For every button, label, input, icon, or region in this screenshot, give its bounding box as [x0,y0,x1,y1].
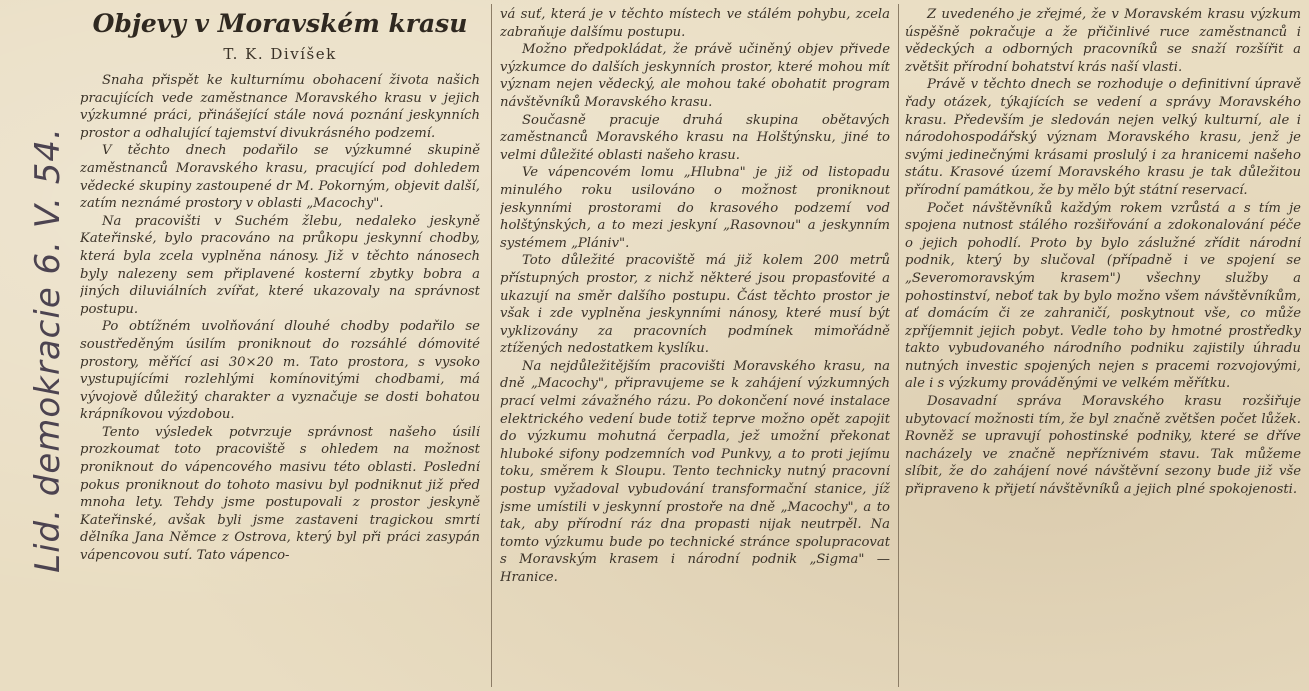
article-title: Objevy v Moravském krasu [92,9,468,38]
column-divider [898,4,899,687]
paragraph: vá suť, která je v těchto místech ve stálém pohybu, zcela zabraňuje dalšímu postupu. [500,7,890,40]
paragraph: Počet návštěvníků každým rokem vzrůstá a s tím je spojena nutnost stálého rozšiřování a zdokonalování péče o jejich pohodlí. Proto by bylo záslužné zřídit národní podnik, který by slučoval (případně i ve spojení se „Severomoravským krasem") všechny služby a pohostinství, neboť tak by bylo možno všem návštěvníkům, ať domácím či ze zahraničí, poskytnout vše, co může zpříjemnit jejich pobyt. Vedle toho by hmotné prostředky takto vybudovaného národního podniku zajistily úhradu nutných investic spojených nejen s pracemi rozvojovými, ale i s výzkumy prováděnými ve velkém měřítku. [905,200,1301,392]
paragraph: Toto důležité pracoviště má již kolem 200 metrů přístupných prostor, z nichž některé jsou propasťovité a ukazují na směr dalšího postupu. Část těchto prostor je však i zde vyplněna jeskynními nánosy, které musí být vyklizovány za pracovních podmínek mimořádně ztížených nedostatkem kyslíku. [500,253,890,357]
article-author: T. K. Divíšek [223,45,337,63]
paragraph: Z uvedeného je zřejmé, že v Moravském krasu výzkum úspěšně pokračuje a že přičinlivé ruce zaměstnanců i vědeckých a odborných pracovníků se snaží rozšířit a zvětšit přírodní bohatství krás naší vlasti. [905,7,1301,75]
paragraph: Snaha přispět ke kulturnímu obohacení života našich pracujících vede zaměstnance Moravského krasu v jejich výzkumné práci, přinášející stále nová poznání jeskynních prostor a odhalující tajemství divukrásného podzemí. [80,73,480,141]
handwritten-margin-note [18,110,78,590]
paragraph: V těchto dnech podařilo se výzkumné skupině zaměstnanců Moravského krasu, pracující pod dohledem vědecké skupiny zastoupené dr M. Pokorným, objevit další, zatím neznámé prostory v oblasti „Macochy". [80,143,480,212]
article-column-3 [905,6,1301,685]
paragraph: Možno předpokládat, že právě učiněný objev přivede výzkumce do dalších jeskynních prostor, které mohou mít význam nejen vědecký, ale mohou také obohatit program návštěvníků Moravského krasu. [500,42,890,110]
article-column-2 [500,6,890,685]
paragraph: Na pracovišti v Suchém žlebu, nedaleko jeskyně Kateřinské, bylo pracováno na průkopu jeskynní chodby, která byla zcela vyplněna nánosy. Již v těchto nánosech byly nalezeny sem připlavené kosterní zbytky bobra a jiných diluviálních zvířat, které ukazovaly na správnost postupu. [80,213,480,317]
margin-note-text: Lid. demokracie 6. V. 54. [28,127,69,573]
paragraph: Na nejdůležitějším pracovišti Moravského krasu, na dně „Macochy", připravujeme se k zahájení výzkumných prací velmi závažného rázu. Po dokončení nové instalace elektrického vedení bude totiž teprve možno opět zapojit do výzkumu mohutná čerpadla, jež umožní překonat hluboké sifony podzemních vod Punkvy, a to proti jejímu toku, směrem k Sloupu. Tento technicky nutný pracovní postup vyžadoval vybudování transformační stanice, jíž jsme umístili v jeskynní prostoře na dně „Macochy", a to tak, aby přírodní ráz dna propasti nijak neutrpěl. Na tomto výzkumu bude po technické stránce spolupracovat s Moravským krasem i národní podnik „Sigma" — Hranice. [500,358,890,585]
paragraph: Ve vápencovém lomu „Hlubna" je již od listopadu minulého roku usilováno o možnost proniknout jeskynními prostorami do krasového podzemí vod holštýnských, a to mezi jeskyní „Rasovnou" a jeskynním systémem „Plániv". [500,165,890,251]
paragraph: Po obtížném uvolňování dlouhé chodby podařilo se soustředěným úsilím proniknout do rozsáhlé dómovité prostory, měřící asi 30×20 m. Tato prostora, s vysoko vystupujícími rozlehlými komínovitými chodbami, má vývojově důležitý charakter a vyznačuje se dosti bohatou krápníkovou výzdobou. [80,319,480,423]
paragraph: Právě v těchto dnech se rozhoduje o definitivní úpravě řady otázek, týkajících se vedení a správy Moravského krasu. Především je sledován nejen velký kulturní, ale i národohospodářský význam Moravského krasu, jenž je svými jedinečnými krásami proslulý i za hranicemi našeho státu. Krasové území Moravského krasu je tak důležitou přírodní památkou, že by mělo být státní reservací. [905,77,1301,198]
paragraph: Tento výsledek potvrzuje správnost našeho úsilí prozkoumat toto pracoviště s ohledem na možnost proniknout do vápencového masivu této oblasti. Poslední pokus proniknout do tohoto masivu byl podniknut již před mnoha lety. Tehdy jsme postupovali z prostor jeskyně Kateřinské, avšak byli jsme zastaveni tragickou smrtí dělníka Jana Němce z Ostrova, který byl při práci zasypán vápencovou sutí. Tato vápenco- [80,424,480,564]
paragraph: Dosavadní správa Moravského krasu rozšiřuje ubytovací možnosti tím, že byl značně zvětšen počet lůžek. Rovněž se upravují pohostinské podniky, které se dříve nacházely ve značně nepříznivém stavu. Tak můžeme slíbit, že do zahájení nové návštěvní sezony bude již vše připraveno k přijetí návštěvníků a jejich plné spokojenosti. [905,394,1301,498]
article-column-1 [80,6,480,685]
paragraph: Současně pracuje druhá skupina obětavých zaměstnanců Moravského krasu na Holštýnsku, jiné to velmi důležité oblasti našeho krasu. [500,112,890,163]
column-divider [491,4,492,687]
